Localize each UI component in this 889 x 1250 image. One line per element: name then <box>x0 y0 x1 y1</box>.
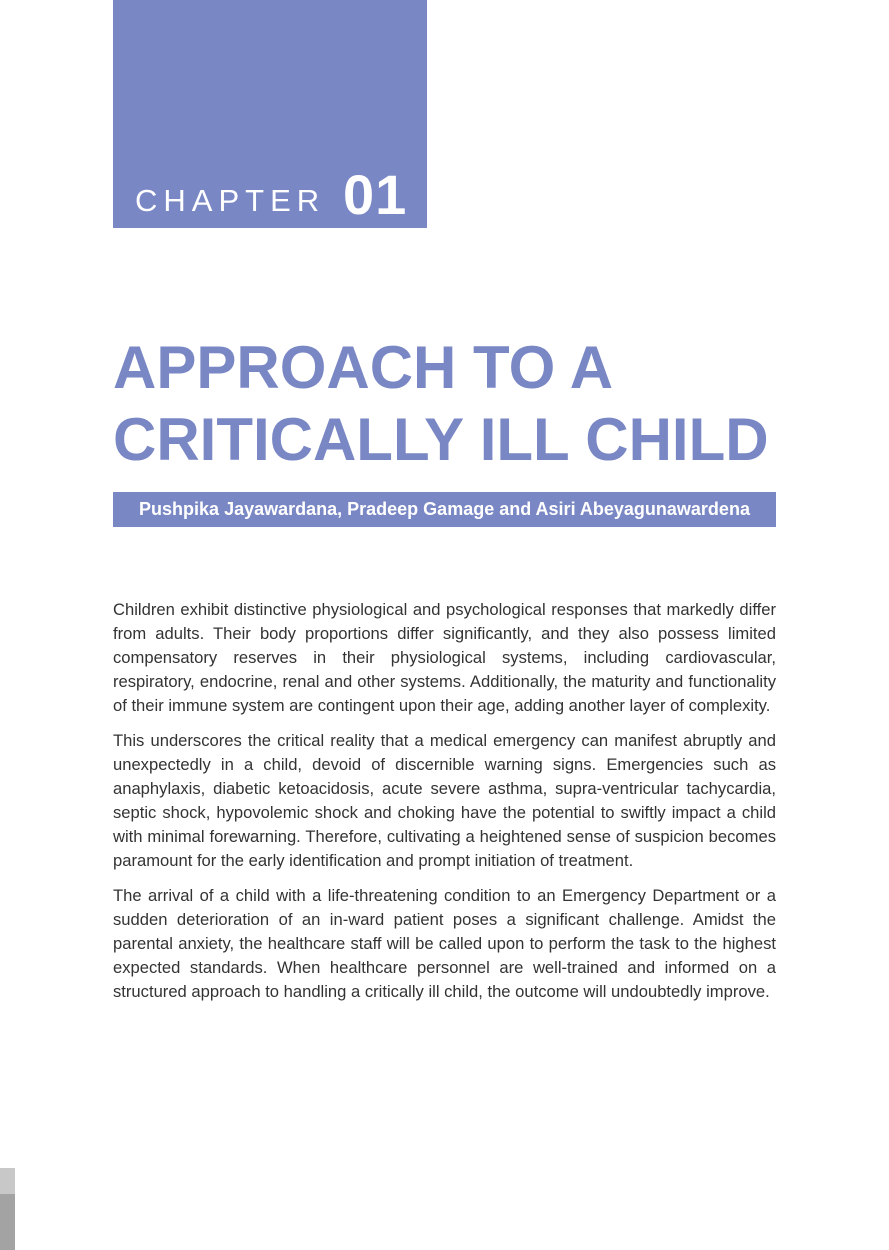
paragraph-3: The arrival of a child with a life-threatening condition to an Emergency Department or a sudden deterioration of an in-ward patient poses a significant challenge. Amidst the parental anxiety, the healthcare staff will be called upon to perform the task to the highest expected standards. When healthcare personnel are well-trained and informed on a structured approach to handling a critically ill child, the outcome will undoubtedly improve. <box>113 886 776 1001</box>
body-text <box>113 598 776 1015</box>
chapter-title-line-2: CRITICALLY ILL CHILD <box>113 406 769 473</box>
paragraph-1: Children exhibit distinctive physiological and psychological responses that markedly differ from adults. Their body proportions differ significantly, and they also possess limited compensatory reserves in their physiological systems, including cardiovascular, respiratory, endocrine, renal and other systems. Additionally, the maturity and functionality of their immune system are contingent upon their age, adding another layer of complexity. <box>113 600 776 715</box>
chapter-label: CHAPTER <box>135 183 326 218</box>
page-edge-marker-dark <box>0 1194 15 1250</box>
chapter-title-line-1: APPROACH TO A <box>113 334 614 401</box>
chapter-banner <box>113 0 427 228</box>
chapter-number: 01 <box>343 163 408 226</box>
chapter-title <box>113 332 813 476</box>
authors-bar: Pushpika Jayawardana, Pradeep Gamage and Asiri Abeyagunawardena <box>113 492 776 527</box>
paragraph-2: This underscores the critical reality that a medical emergency can manifest abruptly and unexpectedly in a child, devoid of discernible warning signs. Emergencies such as anaphylaxis, diabetic ketoacidosis, acute severe asthma, supra-ventricular tachycardia, septic shock, hypovolemic shock and choking have the potential to swiftly impact a child with minimal forewarning. Therefore, cultivating a heightened sense of suspicion becomes paramount for the early identification and prompt initiation of treatment. <box>113 731 776 870</box>
page-edge-marker-light <box>0 1168 15 1194</box>
